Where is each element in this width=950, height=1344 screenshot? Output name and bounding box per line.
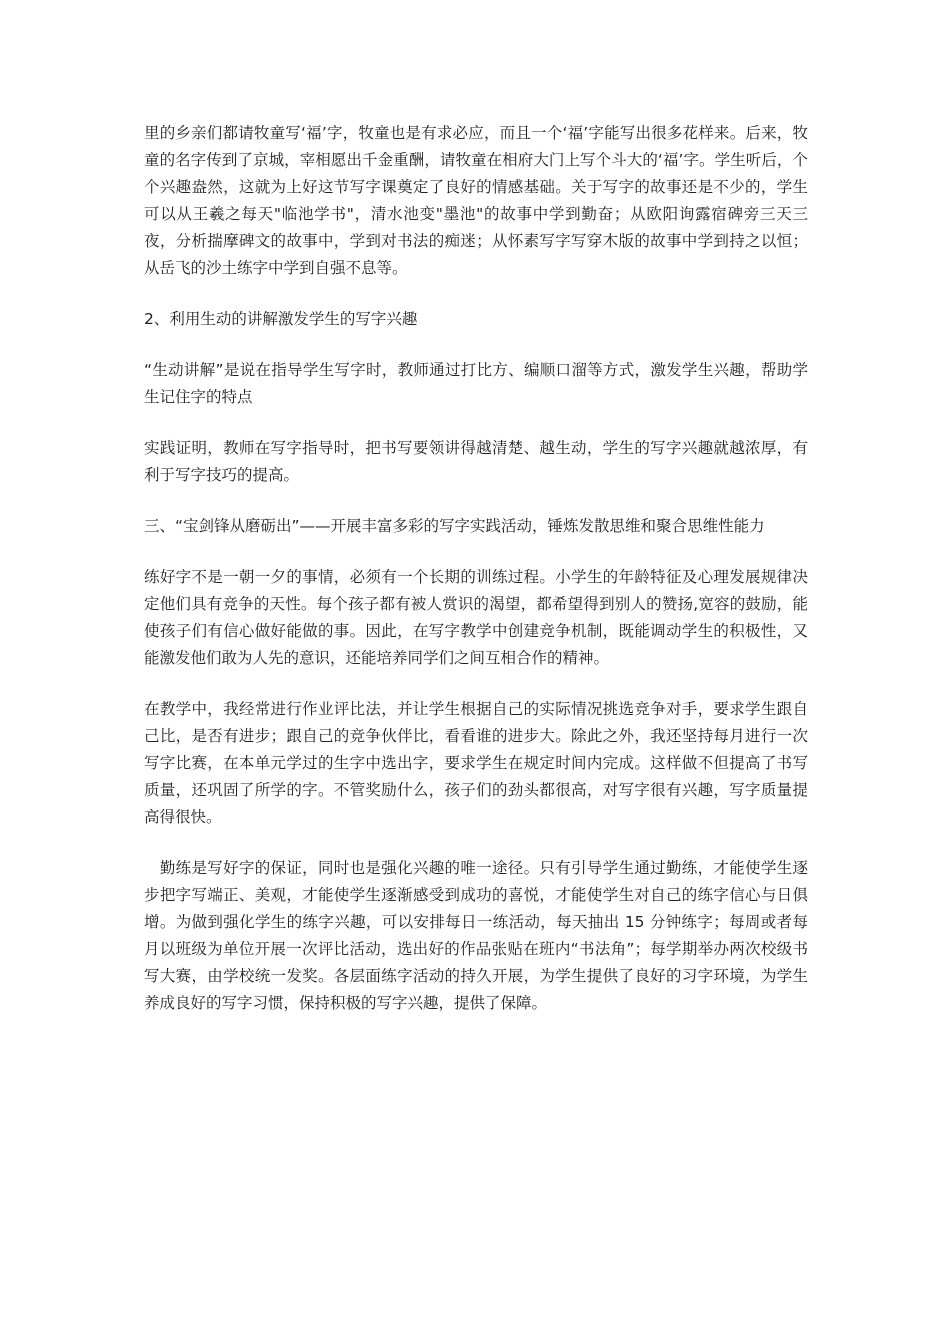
paragraph-diligent-practice: 勤练是写好字的保证，同时也是强化兴趣的唯一途径。只有引导学生通过勤练，才能使学生逐步把字写端正、美观，才能使学生逐渐感受到成功的喜悦，才能使学生对自己的练字信心与日俱增。为做到强化学生的练字兴趣，可以安排每日一练活动，每天抽出 15 分钟练字；每周或者每月以班级为单位开展一次评比活动，选出好的作品张贴在班内“书法角”；每学期举办两次校级书写大赛，由学校统一发奖。各层面练字活动的持久开展，为学生提供了良好的习字环境，为学生养成良好的写字习惯，保持积极的写字兴趣，提供了保障。 xyxy=(144,859,808,1012)
paragraph-vivid-explanation: “生动讲解”是说在指导学生写字时，教师通过打比方、编顺口溜等方式，激发学生兴趣，帮助学生记住字的特点 xyxy=(144,361,808,406)
paragraph-story-continuation: 里的乡亲们都请牧童写‘福’字，牧童也是有求必应，而且一个‘福’字能写出很多花样来。后来，牧童的名字传到了京城，宰相愿出千金重酬，请牧童在相府大门上写个斗大的‘福’字。学生听后，个个兴趣盎然，这就为上好这节写字课奠定了良好的情感基础。关于写字的故事还是不少的，学生可以从王羲之每天"临池学书"，清水池变"墨池"的故事中学到勤奋；从欧阳询露宿碑旁三天三夜，分析揣摩碑文的故事中，学到对书法的痴迷；从怀素写字写穿木版的故事中学到持之以恒；从岳飞的沙土练字中学到自强不息等。 xyxy=(144,124,808,277)
paragraph-subheading-2: 2、利用生动的讲解激发学生的写字兴趣 xyxy=(144,310,418,328)
paragraph-teaching-competition: 在教学中，我经常进行作业评比法，并让学生根据自己的实际情况挑选竞争对手，要求学生跟自己比，是否有进步；跟自己的竞争伙伴比，看看谁的进步大。除此之外，我还坚持每月进行一次写字比赛，在本单元学过的生字中选出字，要求学生在规定时间内完成。这样做不但提高了书写质量，还巩固了所学的字。不管奖励什么，孩子们的劲头都很高，对写字很有兴趣，写字质量提高得很快。 xyxy=(144,700,808,826)
paragraph-practice-proof: 实践证明，教师在写字指导时，把书写要领讲得越清楚、越生动，学生的写字兴趣就越浓厚，有利于写字技巧的提高。 xyxy=(144,439,808,484)
paragraph-section-3-heading: 三、“宝剑锋从磨砺出”——开展丰富多彩的写字实践活动，锤炼发散思维和聚合思维性能力 xyxy=(144,517,765,535)
paragraph-long-term-training: 练好字不是一朝一夕的事情，必须有一个长期的训练过程。小学生的年龄特征及心理发展规律决定他们具有竞争的天性。每个孩子都有被人赏识的渴望，都希望得到别人的赞扬,宽容的鼓励，能使孩子们有信心做好能做的事。因此，在写字教学中创建竞争机制，既能调动学生的积极性，又能激发他们敢为人先的意识，还能培养同学们之间互相合作的精神。 xyxy=(144,568,808,667)
document-body xyxy=(144,120,808,1041)
